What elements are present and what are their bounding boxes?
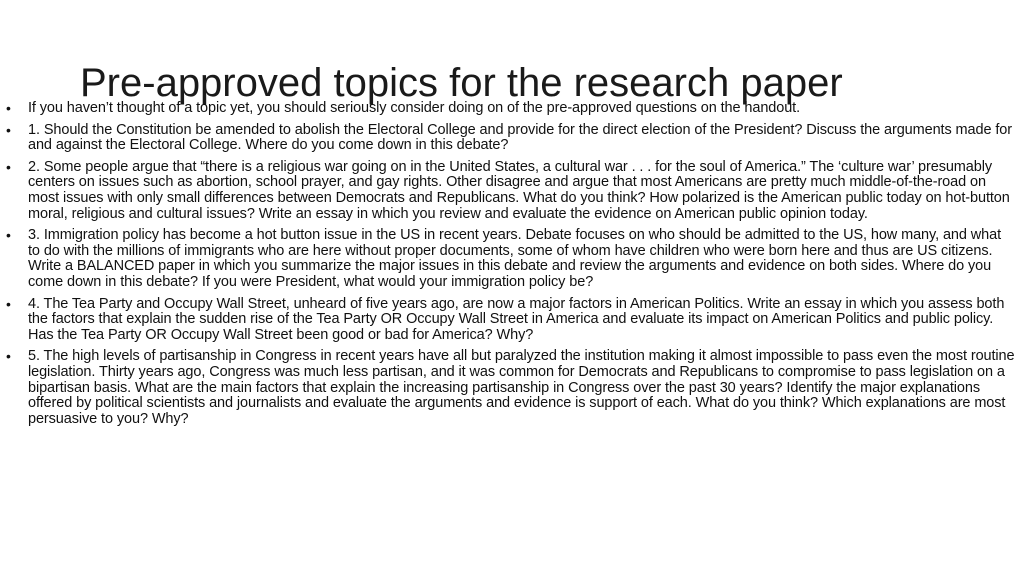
bullet-item-topic-1: • 1. Should the Constitution be amended to abolish the Electoral College and provide for the direct election of the President? Discuss the arguments made for and against the Electoral College. Where do you come down in this debate? bbox=[4, 123, 1016, 154]
bullet-item-topic-3: • 3. Immigration policy has become a hot button issue in the US in recent years. Debate focuses on who should be admitted to the US, how many, and what to do with the millions of immigrants who are here without proper documents, some of whom have children who were born here and thus are US citizens. Write a BALANCED paper in which you summarize the major issues in this debate and review the arguments and evidence on both sides. Where do you come down in this debate? If you were President, what would your immigration policy be? bbox=[4, 228, 1016, 290]
bullet-item-topic-5: • 5. The high levels of partisanship in Congress in recent years have all but paralyzed the institution making it almost impossible to pass even the most routine legislation. Thirty years ago, Congress was much less partisan, and it was common for Democrats and Republicans to compromise to pass legislation on a bipartisan basis. What are the main factors that explain the increasing partisanship in Congress over the past 30 years? Identify the major explanations offered by political scientists and journalists and evaluate the arguments and evidence is support of each. What do you think? Which explanations are most persuasive to you? Why? bbox=[4, 349, 1016, 427]
bullet-list bbox=[4, 101, 1016, 433]
slide-title: Pre-approved topics for the research paper bbox=[80, 60, 843, 105]
bullet-item-intro: • If you haven’t thought of a topic yet, you should seriously consider doing on of the pre-approved questions on the handout. bbox=[4, 101, 1016, 117]
bullet-item-topic-2: • 2. Some people argue that “there is a religious war going on in the United States, a cultural war . . . for the soul of America.” The ‘culture war’ presumably centers on issues such as abortion, school prayer, and gay rights. Other disagree and argue that most Americans are pretty much middle-of-the-road on most issues with only small differences between Democrats and Republicans. What do you think? How polarized is the American public today on hot-button moral, religious and cultural issues? Write an essay in which you review and evaluate the evidence on American public opinion today. bbox=[4, 160, 1016, 222]
bullet-item-topic-4: • 4. The Tea Party and Occupy Wall Street, unheard of five years ago, are now a major factors in American Politics. Write an essay in which you assess both the factors that explain the sudden rise of the Tea Party OR Occupy Wall Street in America and evaluate its impact on American Politics and public policy. Has the Tea Party OR Occupy Wall Street been good or bad for America? Why? bbox=[4, 297, 1016, 344]
